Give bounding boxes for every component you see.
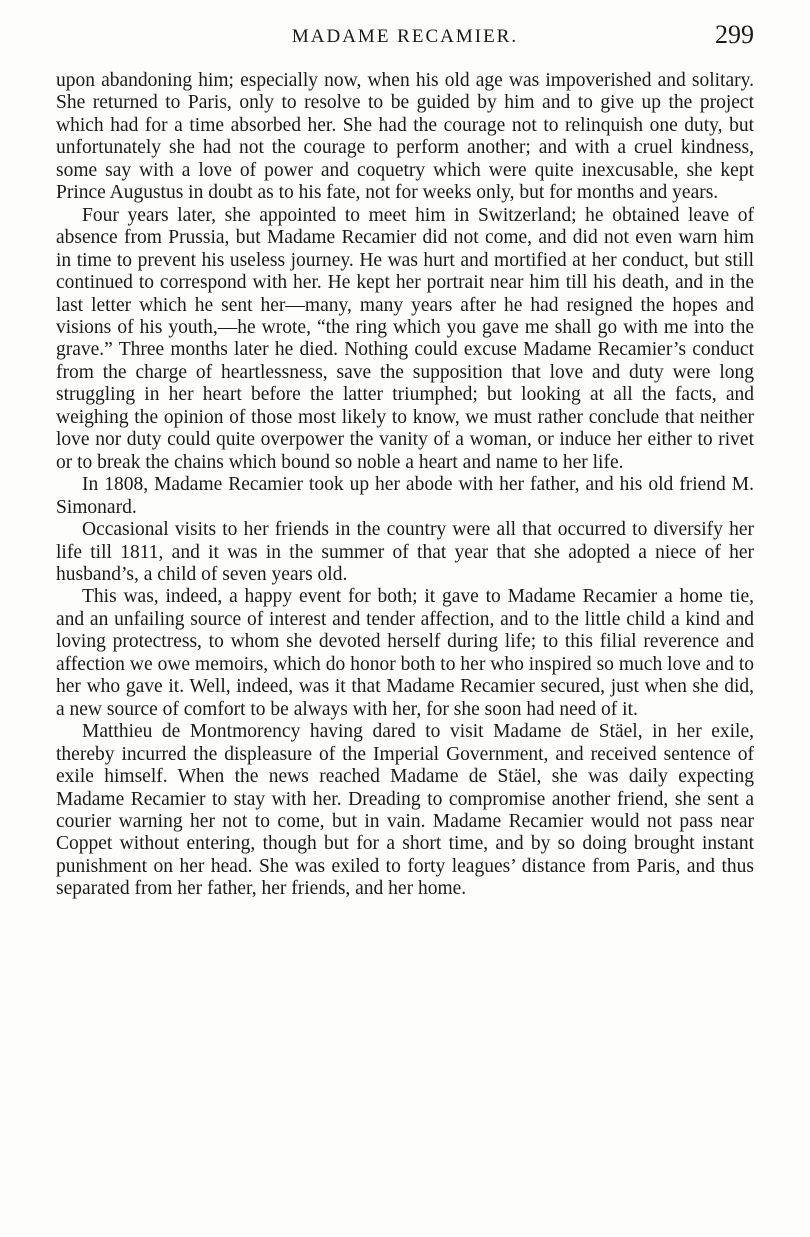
text-body xyxy=(56,70,754,901)
running-head xyxy=(56,20,754,54)
paragraph-happy-event: This was, indeed, a happy event for both; it gave to Madame Recamier a home tie, and an unfailing source of interest and tender affection, and to the little child a kind and loving protectress, to whom she devoted herself during life; to this filial reverence and affection we owe memoirs, which do honor both to her who inspired so much love and to her who gave it. Well, indeed, was it that Madame Recamier secured, just when she did, a new source of comfort to be always with her, for she soon had need of it. xyxy=(56,586,754,720)
paragraph-montmorency: Matthieu de Montmorency having dared to visit Madame de Stäel, in her exile, thereby incurred the displeasure of the Imperial Government, and received sentence of exile himself. When the news reached Madame de Stäel, she was daily expecting Madame Recamier to stay with her. Dreading to compromise another friend, she sent a courier warning her not to come, but in vain. Madame Recamier would not pass near Coppet without entering, though but for a short time, and by so doing brought instant punishment on her head. She was exiled to forty leagues’ distance from Paris, and thus separated from her father, her friends, and her home. xyxy=(56,721,754,900)
paragraph-1808: In 1808, Madame Recamier took up her abode with her father, and his old friend M. Simonard. xyxy=(56,474,754,518)
paragraph-switzerland: Four years later, she appointed to meet him in Switzerland; he obtained leave of absence from Prussia, but Madame Recamier did not come, and did not even warn him in time to prevent his useless journey. He was hurt and mortified at her conduct, but still continued to correspond with her. He kept her portrait near him till his death, and in the last letter which he sent her—many, many years after he had resigned the hopes and visions of his youth,—he wrote, “the ring which you gave me shall go with me into the grave.” Three months later he died. Nothing could excuse Madame Recamier’s conduct from the charge of heartlessness, save the supposition that love and duty were long struggling in her heart before the latter triumphed; but looking at all the facts, and weighing the opinion of those most likely to know, we must rather conclude that neither love nor duty could quite overpower the vanity of a woman, or induce her either to rivet or to break the chains which bound so noble a heart and name to her life. xyxy=(56,204,754,473)
paragraph-occasional-visits: Occasional visits to her friends in the country were all that occurred to diversify her life till 1811, and it was in the summer of that year that she adopted a niece of her husband’s, a child of seven years old. xyxy=(56,519,754,585)
running-title: MADAME RECAMIER. xyxy=(291,26,519,47)
page-number: 299 xyxy=(715,20,754,49)
paragraph-continuation: upon abandoning him; especially now, when his old age was impoverished and solitary. She returned to Paris, only to resolve to be guided by him and to give up the project which had for a time absorbed her. She had the courage not to relinquish one duty, but unfortunately she had not the courage to perform another; and with a cruel kindness, some say with a love of power and coquetry which were quite inexcusable, she kept Prince Augustus in doubt as to his fate, not for weeks only, but for months and years. xyxy=(56,70,754,204)
